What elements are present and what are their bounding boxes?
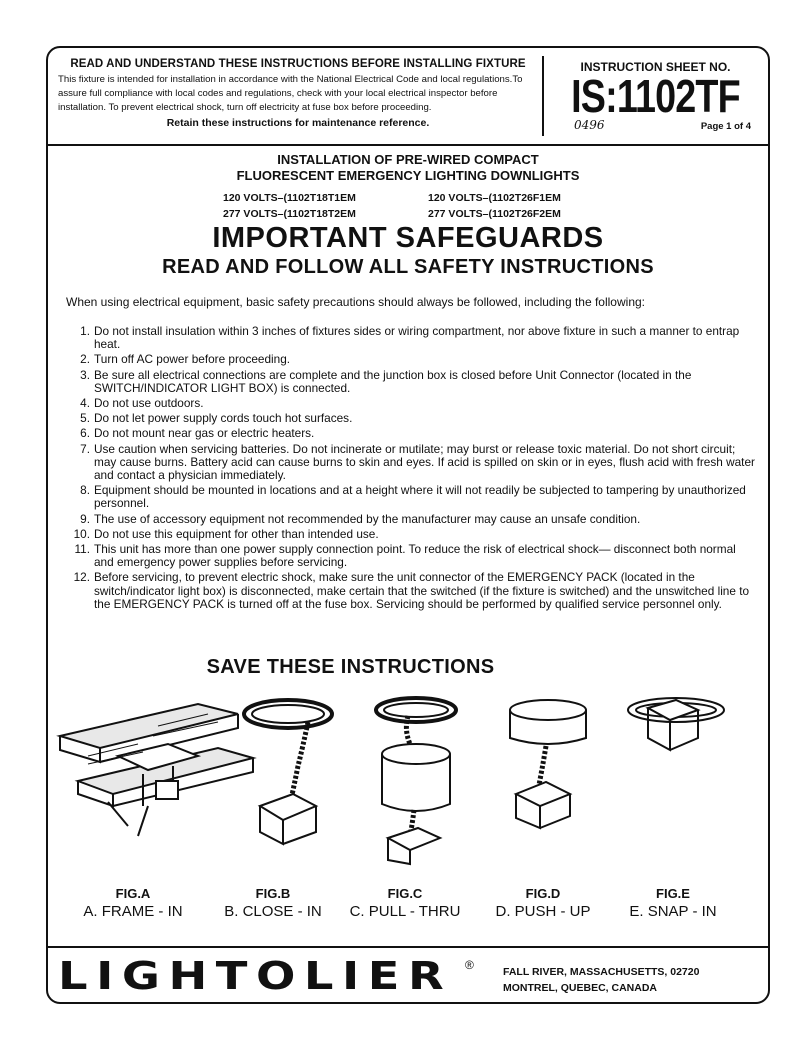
figure-code: FIG.A (115, 886, 151, 901)
model-item: 120 VOLTS–(1102T26F1EM (428, 192, 561, 204)
document-title (48, 152, 768, 184)
list-item: 1. Do not install insulation within 3 inches of fixtures sides or wiring compartment, nor above fixture in such a manner to entrap heat. (80, 324, 740, 352)
fig-b-illustration (244, 700, 332, 844)
sheet-number: IS:1102TF (571, 70, 740, 122)
figure-name: C. PULL - THRU (349, 903, 461, 920)
address-line-2: MONTREL, QUEBEC, CANADA (503, 982, 657, 994)
figure-caption (68, 886, 198, 920)
company-address (503, 964, 699, 996)
list-item: 11. This unit has more than one power supply connection point. To reduce the risk of electrical shock— disconnect both normal and emergency power supplies before servicing. (74, 542, 736, 570)
list-item: 10. Do not use this equipment for other than intended use. (73, 526, 379, 541)
brand-logo: LIGHTOLIER (58, 954, 453, 998)
list-item: 2. Turn off AC power before proceeding. (80, 352, 291, 367)
save-instructions-heading: SAVE THESE INSTRUCTIONS (206, 656, 495, 678)
figure-code: FIG.D (525, 886, 561, 901)
list-item: 3. Be sure all electrical connections are complete and the junction box is closed before Unit Connector (located in the SWITCH/INDICATOR LIGHT BOX) is connected. (80, 367, 692, 395)
read-body: This fixture is intended for installation in accordance with the National Electrical Code and local regulations.To assure full compliance with local codes and regulations, check with your local electrical inspector before installation. To prevent electrical shock, turn off electricity at fuse box before proceeding. (58, 74, 523, 113)
list-item: 8. Equipment should be mounted in locations and at a height where it will not readily be subjected to tampering by unauthorized personnel. (80, 483, 746, 511)
safety-intro: When using electrical equipment, basic safety precautions should always be followed, including the following: (66, 295, 645, 309)
sheet-id-block (548, 56, 763, 132)
figure-name: D. PUSH - UP (495, 903, 591, 920)
header-divider (542, 56, 544, 136)
important-heading: IMPORTANT SAFEGUARDS (212, 222, 604, 254)
registered-mark: ® (465, 958, 474, 972)
read-follow-heading: READ AND FOLLOW ALL SAFETY INSTRUCTIONS (162, 256, 654, 278)
figure-code: FIG.B (255, 886, 291, 901)
instruction-sheet (46, 46, 770, 1004)
installation-figures (48, 686, 768, 866)
list-item: 12. Before servicing, to prevent electric shock, make sure the unit connector of the EMERGENCY PACK (located in the switch/indicator light box) is disconnected, make certain that the switched (if the fixture is switched) and the unswitched line to the EMERGENCY PACK is turned off at the fuse box. Servicing should be performed by qualified service personnel only. (73, 570, 750, 611)
model-item: 120 VOLTS–(1102T18T1EM (223, 192, 356, 204)
list-item: 4. Do not use outdoors. (80, 396, 204, 411)
figure-name: B. CLOSE - IN (224, 903, 322, 920)
figure-code: FIG.C (387, 886, 423, 901)
title-line-1: INSTALLATION OF PRE-WIRED COMPACT (277, 152, 539, 167)
list-item: 9. The use of accessory equipment not recommended by the manufacturer may cause an unsafe condition. (80, 511, 641, 526)
title-line-2: FLUORESCENT EMERGENCY LIGHTING DOWNLIGHTS (236, 168, 580, 183)
address-line-1: FALL RIVER, MASSACHUSETTS, 02720 (503, 966, 700, 978)
figure-caption (208, 886, 338, 920)
header (48, 48, 768, 146)
figure-caption (608, 886, 738, 920)
figure-labels (48, 886, 768, 926)
figure-code: FIG.E (656, 886, 690, 901)
fig-c-illustration (376, 698, 456, 864)
footer (48, 946, 768, 1004)
read-heading: READ AND UNDERSTAND THESE INSTRUCTIONS BEFORE INSTALLING FIXTURE (70, 58, 526, 70)
fig-d-illustration (510, 700, 586, 828)
sheet-label: INSTRUCTION SHEET NO. (580, 60, 731, 74)
page-indicator: Page 1 of 4 (700, 121, 751, 132)
safety-rules (66, 325, 756, 613)
figure-caption (478, 886, 608, 920)
list-item: 5. Do not let power supply cords touch hot surfaces. (80, 411, 353, 426)
fig-a-illustration (60, 704, 253, 836)
figure-name: E. SNAP - IN (629, 903, 717, 920)
retain-note: Retain these instructions for maintenance reference. (166, 117, 430, 129)
model-item: 277 VOLTS–(1102T26F2EM (428, 208, 561, 220)
fig-e-illustration (628, 698, 724, 750)
header-notice (58, 58, 538, 129)
sheet-code: 0496 (574, 118, 605, 132)
figure-name: A. FRAME - IN (83, 903, 183, 920)
figure-caption (340, 886, 470, 920)
model-item: 277 VOLTS–(1102T18T2EM (223, 208, 356, 220)
list-item: 7. Use caution when servicing batteries. Do not incinerate or mutilate; may burst or release toxic material. Do not short circuit; may cause burns. Battery acid can cause burns to skin and eyes. If acid is spilled on skin or in eyes, flush acid with fresh water and contact a physician immediately. (80, 441, 755, 483)
list-item: 6. Do not mount near gas or electric heaters. (80, 426, 315, 441)
